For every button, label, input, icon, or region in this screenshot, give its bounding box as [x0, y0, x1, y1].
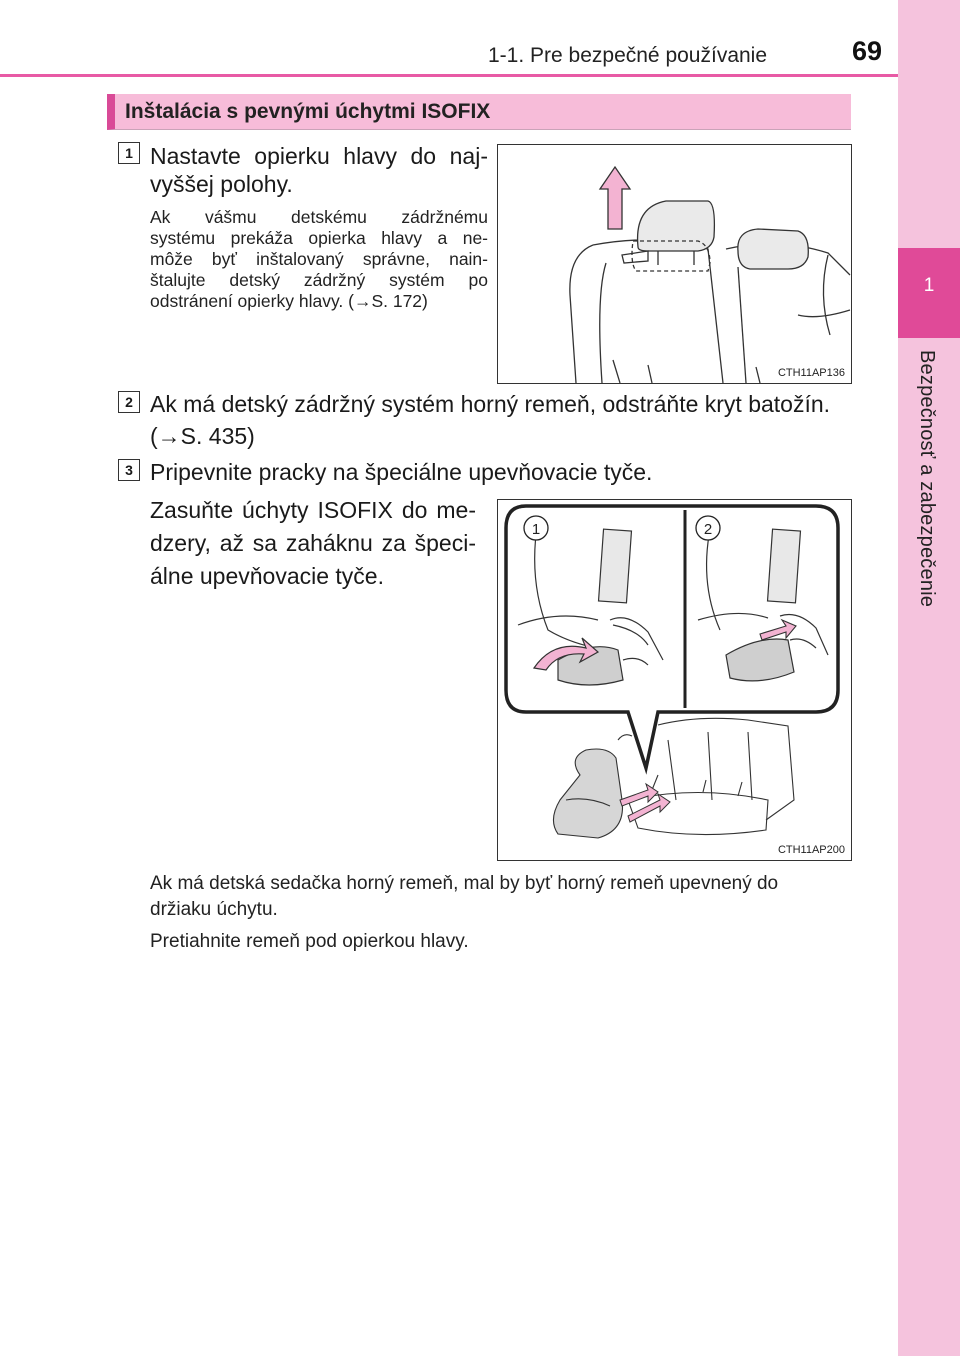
isofix-figure-id: CTH11AP200 — [777, 844, 845, 856]
note-1-line1: Ak má detská sedačka horný remeň, mal by byť horný remeň upevnený do — [150, 873, 779, 894]
step-1-detail-line3: môže byť inštalovaný správne, nain- — [150, 249, 488, 269]
headrest-figure — [497, 144, 852, 384]
note-1-line2: držiaku úchytu. — [150, 899, 278, 920]
step-2-text-line2: (→S. 435) — [150, 423, 255, 449]
step-1-detail-line4: štalujte detský zádržný systém po — [150, 270, 488, 290]
section-title: 1-1. Pre bezpečné používanie — [488, 44, 768, 67]
isofix-figure — [497, 499, 852, 861]
step-3-text: Pripevnite pracky na špeciálne upevňovacie tyče. — [150, 459, 653, 485]
step-1-detail-line5: odstránení opierky hlavy. (→S. 172) — [150, 291, 428, 311]
callout-2: 2 — [703, 521, 713, 538]
step-3-detail-line2: dzery, až sa zaháknu za špeci- — [150, 530, 476, 556]
chapter-number: 1 — [923, 275, 935, 296]
section-heading: Inštalácia s pevnými úchytmi ISOFIX — [125, 100, 491, 123]
step-3-detail-line3: álne upevňovacie tyče. — [150, 563, 384, 589]
step-2-text-line1: Ak má detský zádržný systém horný remeň, odstráňte kryt batožín. — [150, 391, 831, 417]
headrest-illustration — [498, 145, 851, 383]
step-1-detail-line1: Ak vášmu detskému zádržnému — [150, 207, 488, 227]
headrest-figure-id: CTH11AP136 — [777, 367, 845, 379]
page-number: 69 — [852, 36, 883, 66]
callout-1: 1 — [531, 521, 541, 538]
step-1-text-line1: Nastavte opierku hlavy do naj- — [150, 143, 488, 169]
step-3-detail-line1: Zasuňte úchyty ISOFIX do me- — [150, 497, 476, 523]
step-1-text-line2: vyššej polohy. — [150, 171, 293, 197]
step-1-detail-line2: systému prekáža opierka hlavy a ne- — [150, 228, 488, 248]
chapter-title: Bezpečnosť a zabezpečenie — [916, 350, 938, 608]
step-1-badge: 1 — [118, 142, 140, 164]
step-3-badge: 3 — [118, 459, 140, 481]
chapter-side-tab — [898, 0, 960, 1356]
note-2: Pretiahnite remeň pod opierkou hlavy. — [150, 931, 469, 952]
header-rule — [0, 74, 898, 77]
isofix-illustration — [498, 500, 851, 860]
step-2-badge: 2 — [118, 391, 140, 413]
